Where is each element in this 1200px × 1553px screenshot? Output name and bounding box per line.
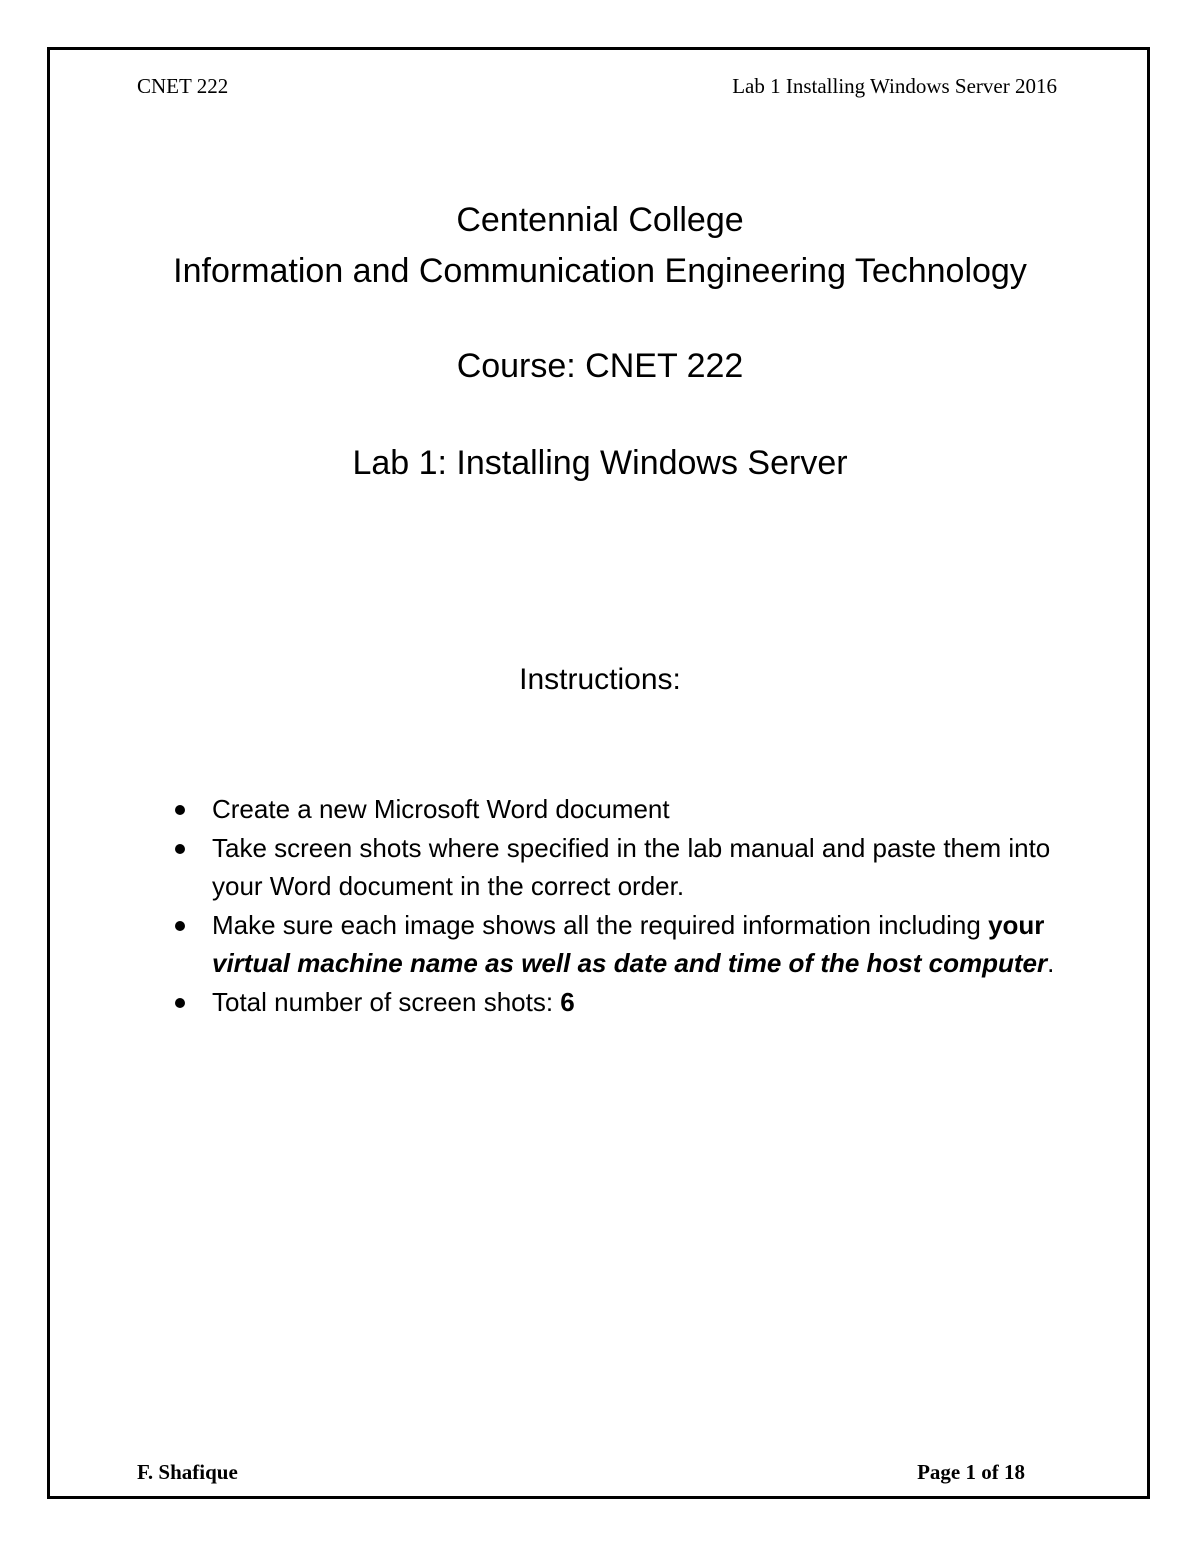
- footer-page-number: Page 1 of 18: [917, 1460, 1025, 1484]
- department-name: Information and Communication Engineering Technology: [173, 252, 1027, 290]
- header-lab-title: Lab 1 Installing Windows Server 2016: [732, 74, 1057, 98]
- list-item: [172, 829, 1072, 906]
- bullet-icon: [175, 805, 185, 815]
- footer-author: F. Shafique: [137, 1460, 238, 1484]
- list-item: [172, 790, 1072, 829]
- list-item: [172, 906, 1072, 983]
- list-item-text: Make sure each image shows all the required information including: [212, 909, 989, 940]
- course-title: Course: CNET 222: [456, 347, 744, 385]
- emphasis-text: virtual machine name as well as date and time of the host computer: [212, 948, 1048, 978]
- college-name: Centennial College: [456, 201, 744, 239]
- instructions-list: [172, 790, 1072, 1021]
- bullet-icon: [175, 921, 185, 931]
- emphasis-text: your: [988, 909, 1045, 940]
- list-item-text: .: [1047, 948, 1055, 978]
- lab-title: Lab 1: Installing Windows Server: [352, 444, 848, 482]
- list-item-text: Take screen shots where specified in the lab manual and paste them into your Word document in the correct order.: [212, 832, 1051, 901]
- list-item-text: Create a new Microsoft Word document: [212, 794, 670, 824]
- screenshot-count: 6: [560, 986, 575, 1017]
- list-item: [172, 983, 1072, 1022]
- bullet-icon: [175, 844, 185, 854]
- bullet-icon: [175, 998, 185, 1008]
- list-item-text: Total number of screen shots:: [212, 986, 561, 1017]
- header-course-code: CNET 222: [137, 74, 229, 98]
- instructions-heading: Instructions:: [519, 663, 681, 696]
